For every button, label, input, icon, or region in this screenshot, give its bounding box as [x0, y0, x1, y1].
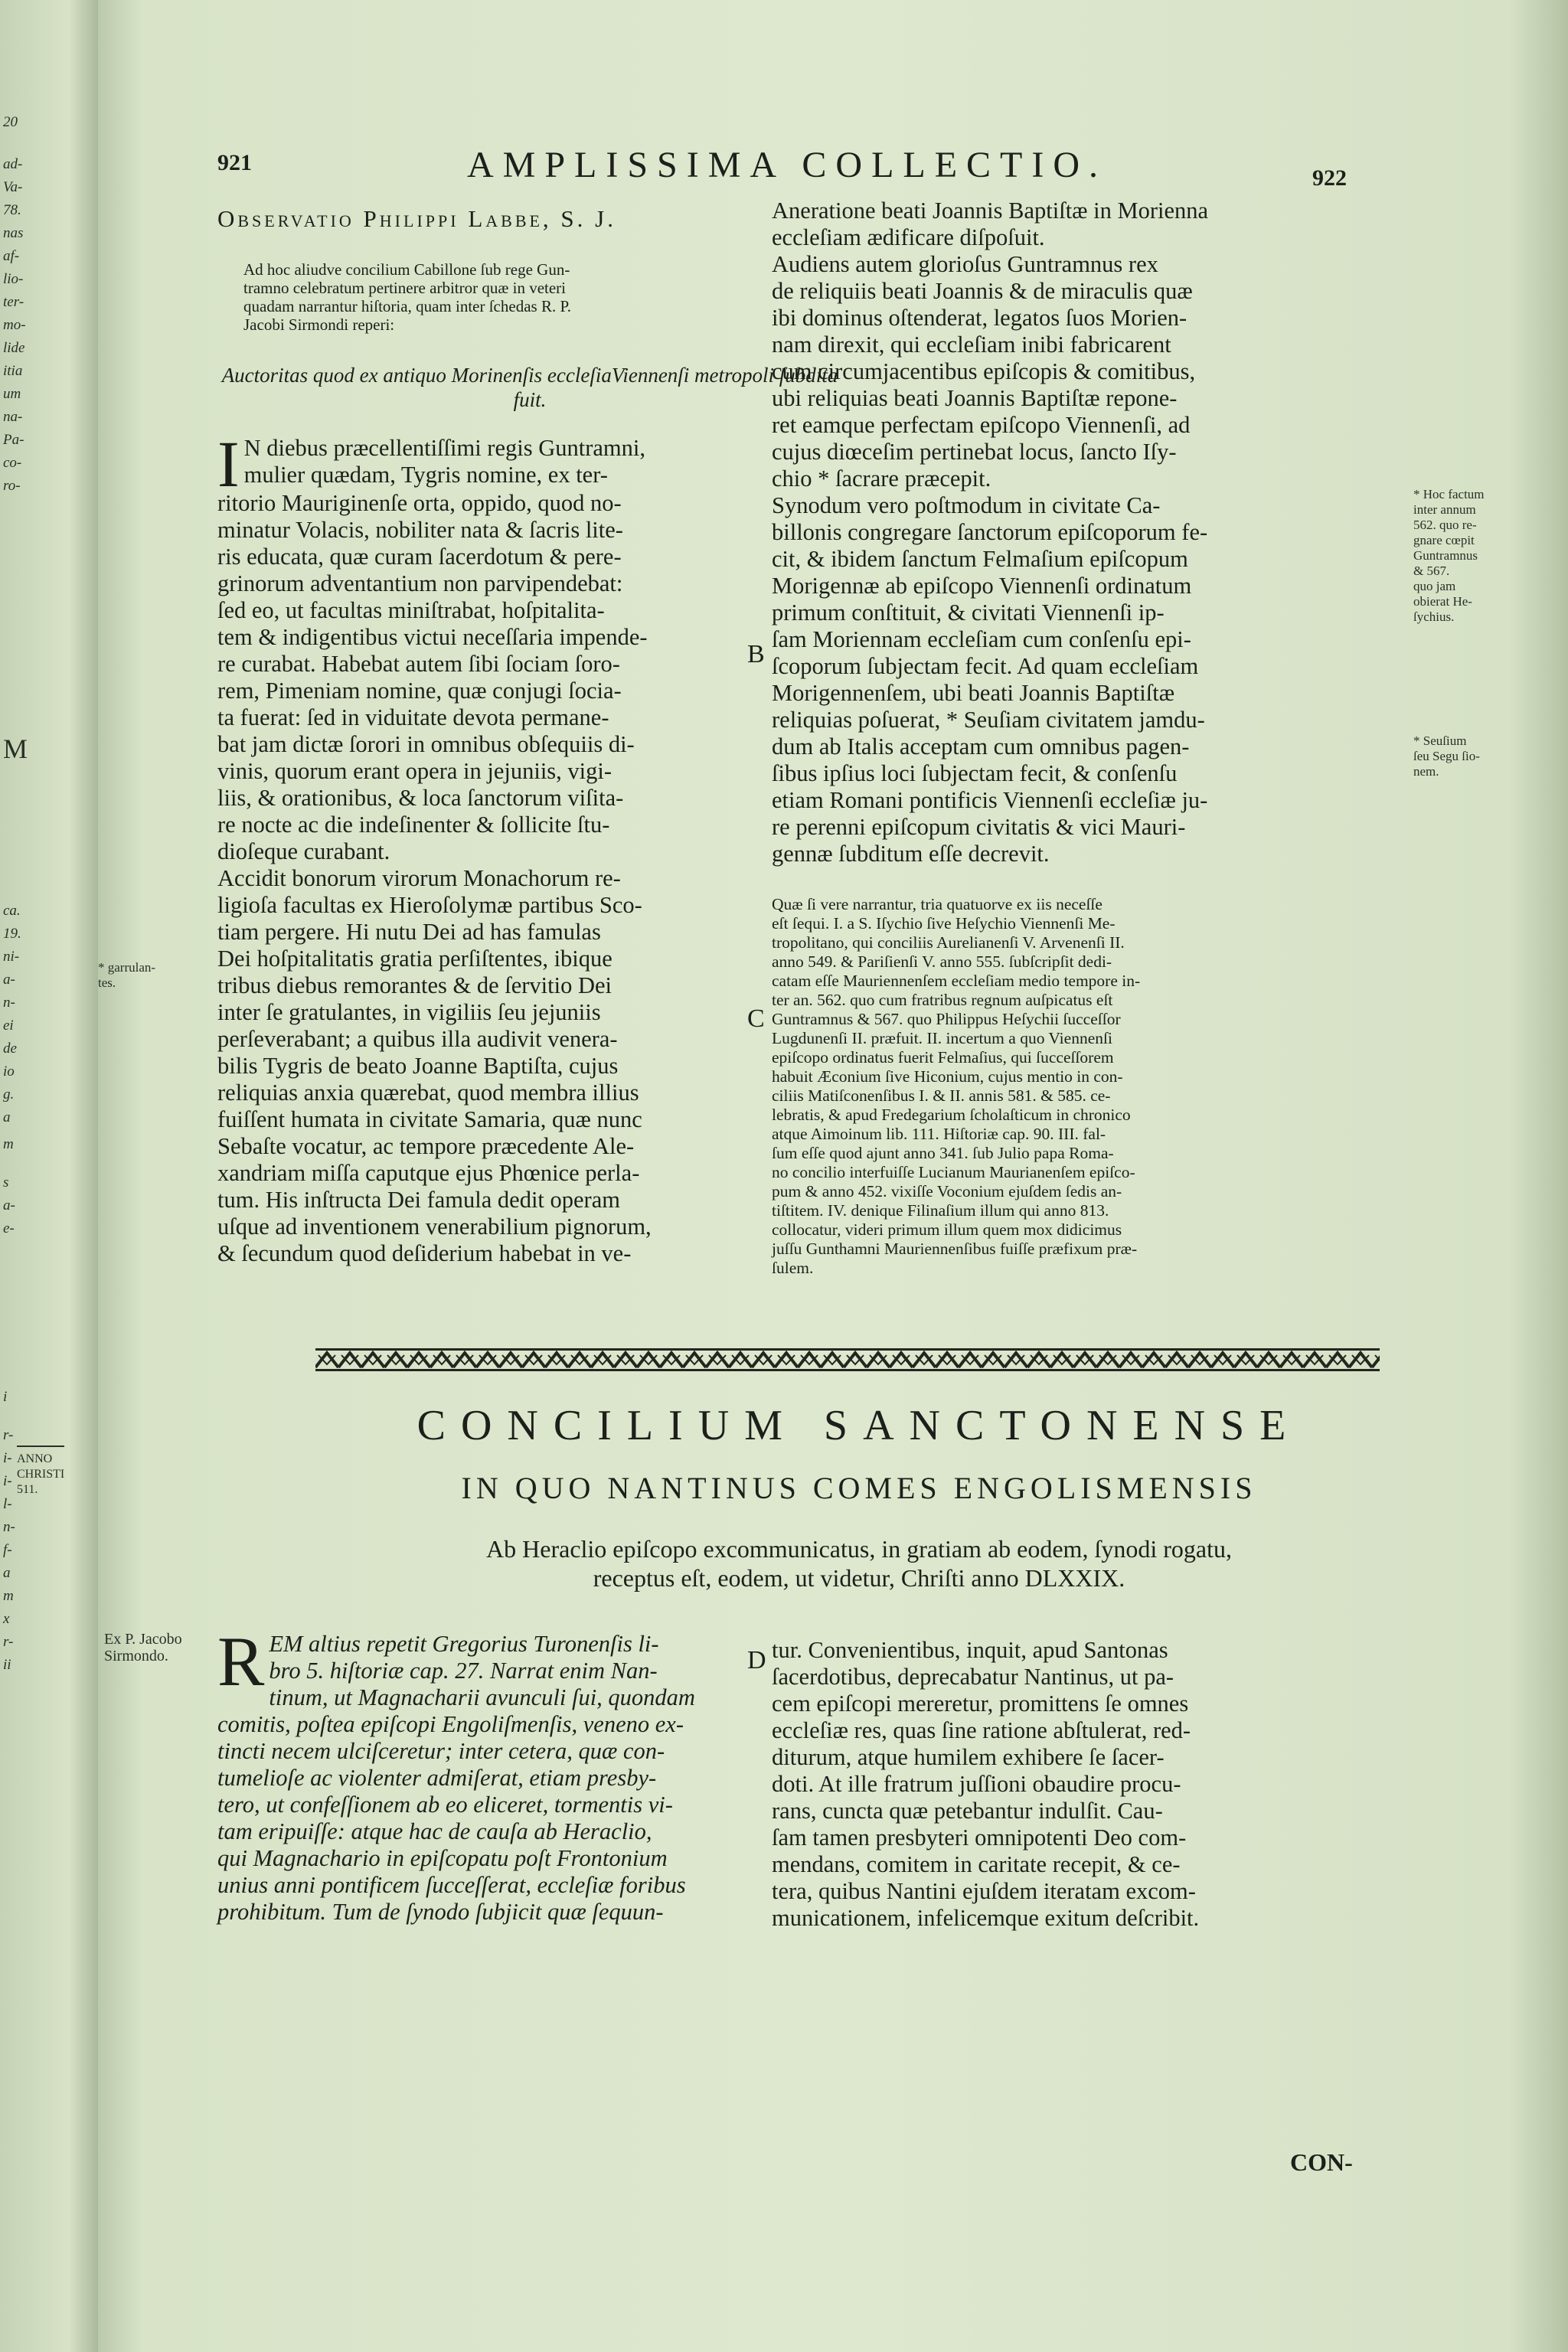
text-line: perſeverabant; a quibus illa audivit venera- — [217, 1026, 618, 1052]
margin-note-garrulantes — [98, 960, 155, 991]
text-line: bat jam dictæ ſorori in omnibus obſequiis di- — [217, 731, 635, 757]
anno-line: CHRISTI — [17, 1468, 65, 1481]
book-page — [98, 0, 1568, 2352]
margin-note-line: inter annum — [1413, 502, 1476, 517]
text-line: eccleſiam ædificare diſpoſuit. — [772, 224, 1045, 250]
edge-fragment: um — [3, 386, 21, 402]
note-line: atque Aimoinum lib. 111. Hiſtoriæ cap. 90. III. fal- — [772, 1125, 1106, 1143]
text-line: diturum, atque humilem exhibere ſe ſacer- — [772, 1744, 1165, 1770]
edge-fragment: i — [3, 1389, 8, 1405]
note-line: catam eſſe Mauriennenſem eccleſiam medio tempore in- — [772, 972, 1141, 990]
edge-fragment: nas — [3, 225, 24, 241]
auctoritas-heading — [217, 363, 842, 412]
edge-fragment: ad- — [3, 156, 23, 172]
margin-note-line: quo jam — [1413, 579, 1456, 593]
concilium-description — [338, 1534, 1380, 1592]
text-line: municationem, infelicemque exitum deſcribit. — [772, 1905, 1200, 1931]
edge-fragment: ter- — [3, 294, 24, 310]
intro-line: Jacobi Sirmondi reperi: — [243, 315, 395, 334]
observatio-heading: Observatio Philippi Labbe, S. J. — [217, 205, 616, 232]
note-line: ter an. 562. quo cum fratribus regnum auſpicatus eſt — [772, 991, 1113, 1009]
edge-fragment: r- — [3, 1427, 14, 1443]
edge-fragment: Va- — [3, 179, 23, 195]
margin-note-line: * Hoc factum — [1413, 487, 1485, 501]
concilium-subtitle: IN QUO NANTINUS COMES ENGOLISMENSIS — [461, 1471, 1257, 1505]
text-line: reliquias anxia quærebat, quod membra illius — [217, 1080, 639, 1106]
concilium-left-text — [217, 1622, 842, 1926]
edge-fragment: r- — [3, 1634, 14, 1650]
margin-note-line: nem. — [1413, 764, 1439, 779]
margin-note-line: ſychius. — [1413, 609, 1455, 624]
drop-cap-r: R — [217, 1622, 265, 1700]
text-line: Synodum vero poſtmodum in civitate Ca- — [772, 492, 1161, 518]
note-line: pum & anno 452. vixiſſe Voconium ejuſdem ſedis an- — [772, 1182, 1122, 1200]
edge-fragment: i- — [3, 1473, 12, 1489]
main-text-left — [217, 427, 842, 1267]
ornament-pattern — [315, 1353, 1380, 1367]
edge-fragment: io — [3, 1063, 15, 1080]
margin-note-line: & 567. — [1413, 564, 1450, 578]
right-column — [772, 198, 1401, 1278]
note-line: ſulem. — [772, 1259, 814, 1277]
note-line: no concilio interfuiſſe Lucianum Maurianenſem epiſco- — [772, 1163, 1135, 1181]
text-line: qui Magnachario in epiſcopatu poſt Frontonium — [217, 1845, 668, 1871]
note-line: Lugdunenſi II. præfuit. II. incertum a quo Viennenſi — [772, 1029, 1112, 1047]
text-line: comitis, poſtea epiſcopi Engoliſmenſis, veneno ex- — [217, 1711, 684, 1737]
text-line: gennæ ſubditum eſſe decrevit. — [772, 841, 1050, 867]
edge-fragment: ca. — [3, 903, 21, 919]
text-line: fuiſſent humata in civitate Samaria, quæ nunc — [217, 1106, 642, 1132]
text-line: ſibus ipſius loci ſubjectam fecit, & conſenſu — [772, 760, 1178, 786]
text-line: tiam pergere. Hi nutu Dei ad has famulas — [217, 919, 601, 945]
intro-line: tramno celebratum pertinere arbitror quæ in veteri — [243, 279, 566, 297]
text-line: ſam tamen presbyteri omnipotenti Deo com- — [772, 1824, 1187, 1851]
edge-fragment: 19. — [3, 926, 21, 942]
margin-note-line: gnare cœpit — [1413, 533, 1475, 547]
text-line: ſed eo, ut facultas miniſtrabat, hoſpitalita- — [217, 597, 605, 623]
text-line: ſam Moriennam eccleſiam cum conſenſu epi- — [772, 626, 1191, 652]
anno-christi-note — [17, 1446, 64, 1498]
edge-fragment: lide — [3, 340, 25, 356]
concilium-left-column — [217, 1622, 842, 1926]
text-line: primum conſtituit, & civitati Viennenſi ip- — [772, 599, 1165, 626]
text-line: cit, & ibidem ſanctum Felmaſium epiſcopum — [772, 546, 1188, 572]
description-line-2: receptus eſt, eodem, ut videtur, Chriſti anno DLXXIX. — [593, 1564, 1125, 1592]
text-line: dioſeque curabant. — [217, 838, 390, 864]
source-note — [104, 1631, 182, 1664]
opening-line: mulier quædam, Tygris nomine, ex ter- — [243, 462, 608, 488]
note-line: ſum eſſe quod ajunt anno 341. ſub Julio papa Roma- — [772, 1144, 1114, 1162]
drop-cap-i: I — [217, 427, 240, 501]
margin-note-line: 562. quo re- — [1413, 518, 1477, 532]
text-line: cum circumjacentibus epiſcopis & comitibus, — [772, 358, 1196, 384]
text-line: de reliquiis beati Joannis & de miraculis quæ — [772, 278, 1193, 304]
section-letter-c: C — [747, 1004, 765, 1033]
text-line: mendans, comitem in caritate recepit, & ce- — [772, 1851, 1181, 1877]
text-line: tem & indigentibus victui neceſſaria impende- — [217, 624, 648, 650]
intro-line: quadam narrantur hiſtoria, quam inter ſchedas R. P. — [243, 297, 572, 315]
text-line: reliquias poſuerat, * Seuſiam civitatem jamdu- — [772, 707, 1205, 733]
edge-fragment: ro- — [3, 478, 21, 494]
margin-note-hoc-factum — [1413, 487, 1485, 625]
text-line: re nocte ac die indeſinenter & ſollicite ſtu- — [217, 812, 610, 838]
edge-fragment: s — [3, 1174, 9, 1191]
text-line: ris educata, quæ curam ſacerdotum & pere- — [217, 544, 622, 570]
edge-fragment: mo- — [3, 317, 26, 333]
text-line: cem epiſcopi mereretur, promittens ſe omnes — [772, 1690, 1189, 1717]
text-line: ta fuerat: ſed in viduitate devota permane- — [217, 704, 609, 730]
text-line: tum. His inſtructa Dei famula dedit operam — [217, 1187, 620, 1213]
text-line: ubi reliquias beati Joannis Baptiſtæ repone- — [772, 385, 1178, 411]
note-line: habuit Æconium ſive Hiconium, cujus mentio in con- — [772, 1067, 1123, 1086]
edge-fragment: 20 — [3, 114, 18, 130]
text-line: tera, quibus Nantini ejuſdem iteratam excom- — [772, 1878, 1196, 1904]
text-line: Aneratione beati Joannis Baptiſtæ in Morienna — [772, 198, 1209, 224]
page-number-right: 922 — [1312, 165, 1347, 191]
edge-fragment: ni- — [3, 949, 20, 965]
edge-fragment: l- — [3, 1496, 12, 1512]
decorative-border — [315, 1346, 1380, 1374]
note-line: collocatur, videri primum illum quem mox didicimus — [772, 1220, 1122, 1239]
edge-fragment: a — [3, 1565, 11, 1581]
editor-note — [772, 895, 1401, 1278]
edge-fragment: n- — [3, 995, 15, 1011]
running-title: AMPLISSIMA COLLECTIO. — [466, 145, 1108, 185]
section-letter-b: B — [747, 640, 765, 668]
margin-note-line: obierat He- — [1413, 594, 1472, 609]
text-line: ibi dominus oſtenderat, legatos ſuos Morien- — [772, 305, 1187, 331]
text-line: ritorio Mauriginenſe orta, oppido, quod no- — [217, 490, 622, 516]
text-line: ret eamque perfectam epiſcopo Viennenſi, ad — [772, 412, 1191, 438]
edge-fragment: a- — [3, 972, 15, 988]
text-line: tribus diebus remorantes & de ſervitio Dei — [217, 972, 612, 998]
edge-fragment: e- — [3, 1220, 15, 1236]
note-line: tiſtitem. IV. denique Filinaſium illum qui anno 813. — [772, 1201, 1109, 1220]
edge-fragment: co- — [3, 455, 22, 471]
text-line: eccleſiæ res, quas ſine ratione abſtulerat, red- — [772, 1717, 1191, 1743]
text-line: tero, ut confeſſionem ab eo eliceret, tormentis vi- — [217, 1792, 673, 1818]
text-line: Dei hoſpitalitatis gratia perſiſtentes, ibique — [217, 946, 612, 972]
margin-note-seusium — [1413, 733, 1480, 779]
anno-line: ANNO — [17, 1452, 53, 1465]
intro-line: Ad hoc aliudve concilium Cabillone ſub rege Gun- — [243, 260, 570, 279]
text-line: uſque ad inventionem venerabilium pignorum, — [217, 1214, 652, 1240]
edge-fragment: Pa- — [3, 432, 24, 448]
text-line: bro 5. hiſtoriæ cap. 27. Narrat enim Nan- — [269, 1658, 658, 1684]
text-line: Accidit bonorum virorum Monachorum re- — [217, 865, 621, 891]
opening-line: N diebus præcellentiſſimi regis Guntramni, — [243, 435, 645, 461]
text-line: dum ab Italis acceptam cum omnibus pagen- — [772, 733, 1190, 760]
note-line: eſt ſequi. I. a S. Iſychio ſive Heſychio Viennenſi Me- — [772, 914, 1116, 933]
note-line: juſſu Gunthamni Mauriennenſibus fuiſſe præfixum præ- — [772, 1240, 1138, 1258]
note-line: tropolitano, qui conciliis Aurelianenſi V. Arvenenſi II. — [772, 933, 1125, 952]
margin-note-line: tes. — [98, 975, 116, 990]
edge-fragment: lio- — [3, 271, 24, 287]
description-line-1: Ab Heraclio epiſcopo excommunicatus, in gratiam ab eodem, ſynodi rogatu, — [486, 1535, 1232, 1563]
text-line: vinis, quorum erant opera in jejuniis, vigi- — [217, 758, 612, 784]
text-line: tur. Convenientibus, inquit, apud Santonas — [772, 1637, 1168, 1663]
text-line: re curabat. Habebat autem ſibi ſociam ſoro- — [217, 651, 620, 677]
source-note-line: Sirmondo. — [104, 1648, 168, 1664]
opening-paragraph — [217, 427, 842, 501]
text-line: minatur Volacis, nobiliter nata & ſacris lite- — [217, 517, 623, 543]
note-line: lebratis, & apud Fredegarium ſcholaſticum in chronico — [772, 1106, 1131, 1124]
concilium-title: CONCILIUM SANCTONENSE — [416, 1402, 1302, 1449]
text-line: etiam Romani pontificis Viennenſi eccleſiæ ju- — [772, 787, 1208, 813]
text-line: grinorum adventantium non parvipendebat: — [217, 570, 623, 596]
text-line: tam eripuiſſe: atque hac de cauſa ab Heraclio, — [217, 1818, 652, 1844]
note-line: Guntramnus & 567. quo Philippus Heſychii ſucceſſor — [772, 1010, 1121, 1028]
margin-note-line: ſeu Segu ſio- — [1413, 749, 1480, 763]
margin-note-line: Guntramnus — [1413, 548, 1478, 563]
left-column — [217, 205, 842, 1267]
edge-fragment: de — [3, 1040, 17, 1057]
edge-fragment: 78. — [3, 202, 21, 218]
text-line: xandriam miſſa caputque ejus Phœnice perla- — [217, 1160, 640, 1186]
edge-fragment: ei — [3, 1018, 14, 1034]
left-text-lines — [217, 490, 842, 1267]
anno-line: 511. — [17, 1483, 38, 1496]
text-line: & ſecundum quod deſiderium habebat in ve- — [217, 1240, 632, 1266]
text-line: inter ſe gratulantes, in vigiliis ſeu jejuniis — [217, 999, 601, 1025]
text-line: re perenni epiſcopum civitatis & vici Mauri- — [772, 814, 1186, 840]
text-line: chio * ſacrare præcepit. — [772, 466, 991, 492]
text-line: prohibitum. Tum de ſynodo ſubjicit quæ ſequun- — [217, 1899, 664, 1925]
source-note-line: Ex P. Jacobo — [104, 1631, 182, 1648]
edge-fragment: M — [3, 733, 28, 764]
text-line: ligioſa facultas ex Hieroſolymæ partibus Sco- — [217, 892, 642, 918]
text-line: liis, & orationibus, & loca ſanctorum viſita- — [217, 785, 624, 811]
margin-note-line: * Seuſium — [1413, 733, 1467, 748]
text-line: doti. At ille fratrum juſſioni obaudire procu- — [772, 1771, 1181, 1797]
text-line: Audiens autem glorioſus Guntramnus rex — [772, 251, 1158, 277]
text-line: billonis congregare ſanctorum epiſcoporum fe- — [772, 519, 1208, 545]
text-line: Sebaſte vocatur, ac tempore præcedente Ale- — [217, 1133, 635, 1159]
concilium-right-text — [772, 1637, 1401, 1932]
text-line: rem, Pimeniam nomine, quæ conjugi ſocia- — [217, 678, 622, 704]
text-line: Morigennenſem, ubi beati Joannis Baptiſtæ — [772, 680, 1175, 706]
text-line: tinum, ut Magnacharii avunculi ſui, quondam — [269, 1684, 695, 1710]
text-line: Morigennæ ab epiſcopo Viennenſi ordinatum — [772, 573, 1192, 599]
note-line: epiſcopo ordinatus fuerit Felmaſius, qui ſucceſſorem — [772, 1048, 1114, 1067]
edge-fragment: af- — [3, 248, 20, 264]
edge-fragment: m — [3, 1136, 14, 1152]
text-line: nam direxit, qui eccleſiam inibi fabricarent — [772, 332, 1171, 358]
edge-fragment: m — [3, 1588, 14, 1604]
text-line: ſcoporum ſubjectam fecit. Ad quam eccleſiam — [772, 653, 1199, 679]
edge-fragment: f- — [3, 1542, 12, 1558]
text-line: rans, cuncta quæ petebantur indulſit. Cau- — [772, 1798, 1163, 1824]
page-number-left: 921 — [217, 150, 252, 175]
auctoritas-line: Viennenſi metropoli ſubdita fuit. — [513, 364, 838, 411]
edge-fragment: a- — [3, 1197, 15, 1214]
text-line: cujus diœceſim pertinebat locus, ſancto Iſy- — [772, 439, 1177, 465]
previous-page-edge — [0, 0, 98, 2352]
edge-fragment: g. — [3, 1086, 15, 1102]
edge-fragment: itia — [3, 363, 23, 379]
text-line: tincti necem ulciſceretur; inter cetera, quæ con- — [217, 1738, 665, 1764]
edge-fragment: na- — [3, 409, 23, 425]
concilium-right-column — [772, 1637, 1401, 1932]
right-text-lines — [772, 198, 1401, 867]
auctoritas-line: Auctoritas quod ex antiquo Morinenſis eccleſia — [221, 364, 612, 387]
observatio-intro — [243, 260, 816, 334]
note-line: ciliis Matiſconenſibus I. & II. annis 581. & 585. ce- — [772, 1086, 1111, 1105]
margin-note-line: * garrulan- — [98, 960, 156, 975]
text-line: ſacerdotibus, deprecabatur Nantinus, ut pa- — [772, 1664, 1174, 1690]
edge-fragment: a — [3, 1109, 11, 1125]
text-line: unius anni pontificem ſucceſſerat, eccleſiæ foribus — [217, 1872, 686, 1898]
note-line: anno 549. & Pariſienſi V. anno 555. ſubſcripſit dedi- — [772, 952, 1112, 971]
section-letter-d: D — [747, 1646, 766, 1674]
edge-fragment: ii — [3, 1657, 11, 1673]
edge-fragment: i- — [3, 1450, 12, 1466]
edge-fragment: x — [3, 1611, 10, 1627]
catchword: CON- — [1290, 2148, 1353, 2176]
text-line: bilis Tygris de beato Joanne Baptiſta, cujus — [217, 1053, 619, 1079]
note-line: Quæ ſi vere narrantur, tria quatuorve ex iis neceſſe — [772, 895, 1102, 913]
text-line: EM altius repetit Gregorius Turonenſis li- — [269, 1631, 659, 1657]
edge-fragment: n- — [3, 1519, 15, 1535]
text-line: tumelioſe ac violenter admiſerat, etiam presby- — [217, 1765, 657, 1791]
